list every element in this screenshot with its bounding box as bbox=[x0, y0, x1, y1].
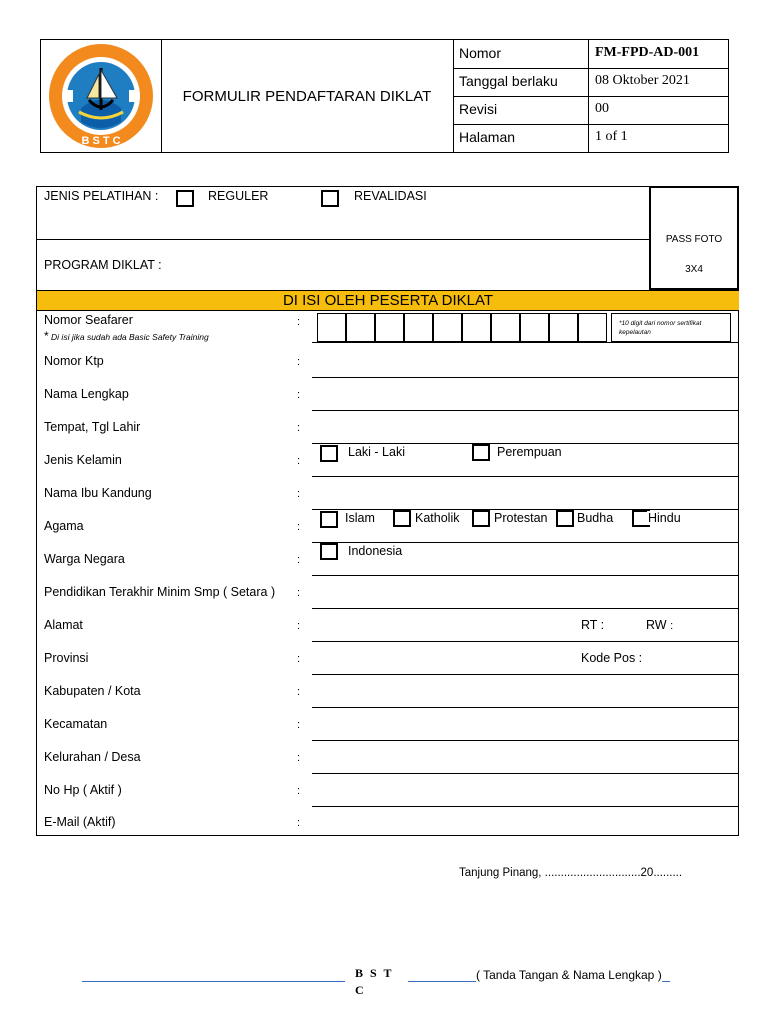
meta-key: Halaman bbox=[453, 124, 589, 152]
bstc-logo bbox=[41, 40, 161, 152]
logo-bottom-text: B S T C bbox=[81, 135, 121, 147]
colon: : bbox=[297, 587, 301, 599]
rt-label: RT : bbox=[581, 618, 605, 632]
digit-box[interactable] bbox=[375, 313, 404, 342]
digit-box[interactable] bbox=[346, 313, 375, 342]
colon: : bbox=[297, 316, 301, 328]
digit-note: *10 digit dari nomor sertifikat kepelautan bbox=[619, 320, 702, 336]
colon: : bbox=[297, 686, 301, 698]
colon: : bbox=[297, 785, 301, 797]
colon: : bbox=[297, 422, 301, 434]
pendidikan-input[interactable] bbox=[312, 576, 739, 607]
perempuan-checkbox[interactable] bbox=[472, 444, 490, 461]
perempuan-label: Perempuan bbox=[497, 445, 562, 459]
kode-pos-label: Kode Pos : bbox=[581, 651, 643, 665]
field-label-ibu: Nama Ibu Kandung bbox=[44, 486, 152, 500]
note-text: Di isi jika sudah ada Basic Safety Training bbox=[51, 332, 209, 342]
colon: : bbox=[297, 455, 301, 467]
nama-input[interactable] bbox=[312, 378, 739, 409]
indonesia-checkbox[interactable] bbox=[320, 543, 338, 560]
org-line2: C bbox=[355, 983, 364, 997]
colon: : bbox=[297, 817, 301, 829]
rw-colon: : bbox=[670, 620, 674, 632]
document-header bbox=[40, 39, 729, 153]
signature-caption: ( Tanda Tangan & Nama Lengkap ) bbox=[476, 968, 662, 982]
field-label-kecamatan: Kecamatan bbox=[44, 717, 108, 731]
hp-input[interactable] bbox=[312, 774, 739, 805]
laki-checkbox[interactable] bbox=[320, 445, 338, 462]
jenis-pelatihan-label: JENIS PELATIHAN : bbox=[44, 189, 159, 203]
photo-label-line1: PASS FOTO bbox=[665, 234, 723, 245]
digit-box[interactable] bbox=[491, 313, 520, 342]
katholik-label: Katholik bbox=[415, 511, 460, 525]
meta-value: 00 bbox=[595, 101, 609, 116]
program-diklat-input[interactable] bbox=[44, 258, 634, 278]
colon: : bbox=[297, 752, 301, 764]
rw-label bbox=[646, 618, 673, 632]
row-line bbox=[312, 509, 739, 510]
logo-cell bbox=[41, 40, 162, 152]
laki-label: Laki - Laki bbox=[348, 445, 405, 459]
protestan-checkbox[interactable] bbox=[472, 510, 490, 527]
row-line bbox=[312, 342, 739, 343]
email-input[interactable] bbox=[312, 807, 739, 835]
section-banner: DI ISI OLEH PESERTA DIKLAT bbox=[37, 290, 739, 311]
field-label-nama: Nama Lengkap bbox=[44, 387, 129, 401]
colon: : bbox=[297, 719, 301, 731]
digit-box[interactable] bbox=[578, 313, 607, 342]
digit-note-box bbox=[611, 313, 731, 342]
colon: : bbox=[297, 488, 301, 500]
colon: : bbox=[297, 389, 301, 401]
alamat-input[interactable] bbox=[312, 609, 572, 640]
field-label-agama: Agama bbox=[44, 519, 84, 533]
note-mark: * bbox=[44, 329, 49, 343]
revalidasi-checkbox[interactable] bbox=[321, 190, 339, 207]
colon: : bbox=[297, 521, 301, 533]
row-line bbox=[312, 542, 739, 543]
meta-value: FM-FPD-AD-001 bbox=[595, 45, 700, 60]
form-title: FORMULIR PENDAFTARAN DIKLAT bbox=[161, 40, 454, 152]
digit-box[interactable] bbox=[317, 313, 346, 342]
reguler-label: REGULER bbox=[208, 189, 269, 203]
meta-row-nomor bbox=[453, 40, 728, 69]
katholik-checkbox[interactable] bbox=[393, 510, 411, 527]
meta-key: Tanggal berlaku bbox=[453, 68, 589, 96]
budha-checkbox[interactable] bbox=[556, 510, 574, 527]
field-label-provinsi: Provinsi bbox=[44, 651, 89, 665]
meta-row-halaman bbox=[453, 124, 728, 152]
digit-box[interactable] bbox=[404, 313, 433, 342]
signature-line-left bbox=[82, 981, 345, 982]
row-line bbox=[312, 443, 739, 444]
org-line1: B S T bbox=[355, 966, 394, 980]
colon: : bbox=[297, 653, 301, 665]
divider bbox=[37, 239, 649, 240]
field-label-kabupaten: Kabupaten / Kota bbox=[44, 684, 141, 698]
field-label-hp: No Hp ( Aktif ) bbox=[44, 783, 122, 797]
budha-label: Budha bbox=[577, 511, 614, 525]
revalidasi-label: REVALIDASI bbox=[354, 189, 427, 203]
digit-box[interactable] bbox=[433, 313, 462, 342]
meta-value: 1 of 1 bbox=[595, 129, 628, 144]
protestan-label: Protestan bbox=[494, 511, 548, 525]
meta-key: Nomor bbox=[453, 40, 589, 68]
meta-key: Revisi bbox=[453, 96, 589, 124]
ibu-input[interactable] bbox=[312, 477, 739, 508]
ttl-input[interactable] bbox=[312, 411, 739, 442]
field-label-alamat: Alamat bbox=[44, 618, 83, 632]
field-label-ttl: Tempat, Tgl Lahir bbox=[44, 420, 141, 434]
provinsi-input[interactable] bbox=[312, 642, 572, 673]
digit-box[interactable] bbox=[520, 313, 549, 342]
kelurahan-input[interactable] bbox=[312, 741, 739, 772]
colon: : bbox=[297, 554, 301, 566]
ktp-input[interactable] bbox=[312, 345, 739, 376]
colon: : bbox=[297, 620, 301, 632]
reguler-checkbox[interactable] bbox=[176, 190, 194, 207]
meta-value: 08 Oktober 2021 bbox=[595, 73, 690, 88]
digit-box[interactable] bbox=[549, 313, 578, 342]
indonesia-label: Indonesia bbox=[348, 544, 403, 558]
field-label-warga: Warga Negara bbox=[44, 552, 125, 566]
field-label-ktp: Nomor Ktp bbox=[44, 354, 104, 368]
hindu-label: Hindu bbox=[648, 511, 681, 525]
pass-photo-box bbox=[649, 186, 739, 290]
islam-checkbox[interactable] bbox=[320, 511, 338, 528]
seafarer-note bbox=[44, 329, 209, 343]
field-label-pendidikan: Pendidikan Terakhir Minim Smp ( Setara ) bbox=[44, 585, 276, 599]
place-date: Tanjung Pinang, ..............................20......... bbox=[459, 867, 683, 879]
field-label-kelurahan: Kelurahan / Desa bbox=[44, 750, 141, 764]
field-label-email: E-Mail (Aktif) bbox=[44, 815, 116, 829]
photo-label-line2: 3X4 bbox=[685, 264, 703, 275]
seafarer-digit-boxes bbox=[313, 313, 609, 342]
kecamatan-input[interactable] bbox=[312, 708, 739, 739]
meta-row-revisi bbox=[453, 96, 728, 125]
field-label-jk: Jenis Kelamin bbox=[44, 453, 122, 467]
seafarer-label: Nomor Seafarer bbox=[44, 313, 133, 327]
kabupaten-input[interactable] bbox=[312, 675, 739, 706]
program-diklat-label: PROGRAM DIKLAT : bbox=[44, 258, 162, 272]
colon: : bbox=[297, 356, 301, 368]
islam-label: Islam bbox=[345, 511, 375, 525]
digit-box[interactable] bbox=[462, 313, 491, 342]
rw-text: RW bbox=[646, 618, 667, 632]
meta-row-tanggal bbox=[453, 68, 728, 97]
